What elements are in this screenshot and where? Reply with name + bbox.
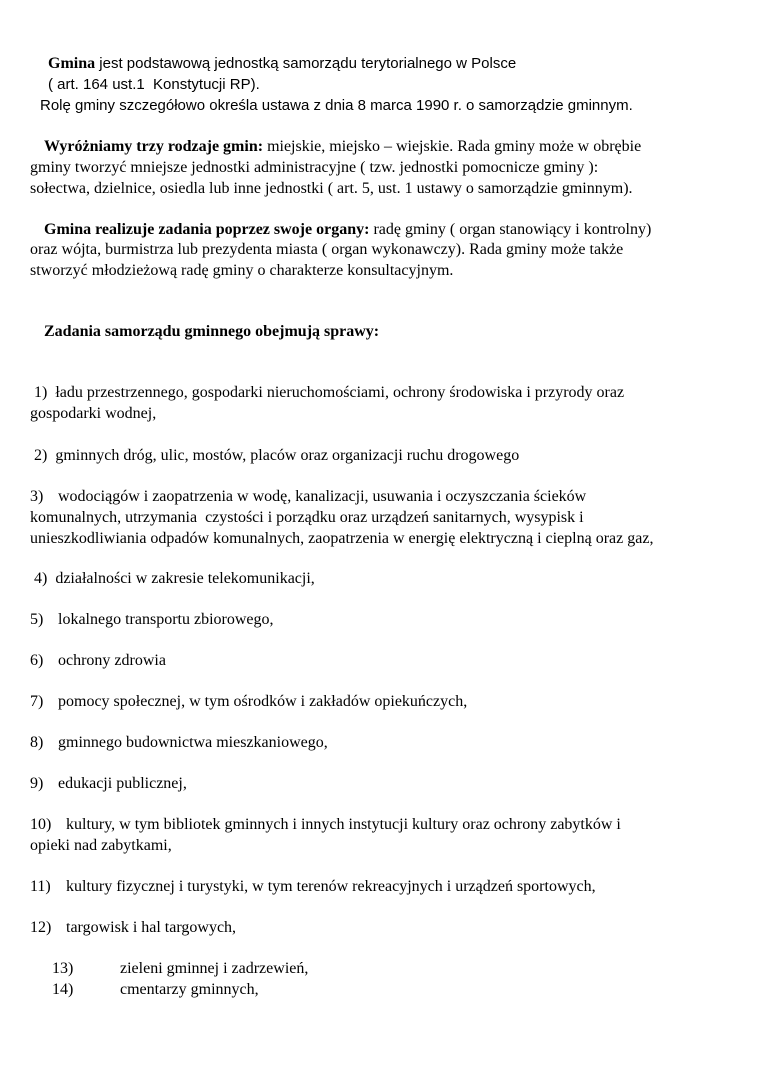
list-item [30,692,467,712]
item-text: działalności w zakresie telekomunikacji, [55,570,315,587]
item-text: cmentarzy gminnych, [120,981,259,998]
item-number: 14) [52,981,74,998]
item-number: 8) [30,734,44,751]
item-text: ładu przestrzennego, gospodarki nieruchomościami, ochrony środowiska i przyrody oraz [55,384,625,401]
organy-text: radę gminy ( organ stanowiący i kontrolny) [369,221,652,238]
item-text: edukacji publicznej, [58,775,187,792]
organy-bold: Gmina realizuje zadania poprzez swoje organy: [44,221,370,238]
organy-line-3: stworzyć młodzieżową radę gminy o charakterze konsultacyjnym. [30,262,454,279]
rodzaje-text: miejskie, miejsko – wiejskie. Rada gminy może w obrębie [263,138,642,155]
zadania-heading [44,322,379,342]
item-text: gminnego budownictwa mieszkaniowego, [58,734,328,751]
item-text: zieleni gminnej i zadrzewień, [120,960,309,977]
list-item [34,569,315,589]
zadania-heading-text: Zadania samorządu gminnego obejmują sprawy: [44,323,380,340]
item-continuation: opieki nad zabytkami, [30,837,172,854]
organy-line-2: oraz wójta, burmistrza lub prezydenta miasta ( organ wykonawczy). Rada gminy może także [30,241,624,258]
list-item [30,733,328,753]
item-number: 10) [30,816,52,833]
list-item [30,774,187,794]
item-continuation: gospodarki wodnej, [30,405,157,422]
item-number: 2) [34,447,48,464]
item-number: 7) [30,693,44,710]
organy-line-1 [44,220,651,240]
item-text: wodociągów i zaopatrzenia w wodę, kanalizacji, usuwania i oczyszczania ścieków [58,488,587,505]
rodzaje-bold: Wyróżniamy trzy rodzaje gmin: [44,138,264,155]
list-item [30,651,166,671]
list-item [30,487,586,507]
item-text: kultury fizycznej i turystyki, w tym terenów rekreacyjnych i urządzeń sportowych, [66,878,596,895]
item-number: 11) [30,878,51,895]
list-item [30,610,274,630]
list-item [34,383,624,403]
item-number: 12) [30,919,52,936]
intro-ustawa: Rolę gminy szczegółowo określa ustawa z dnia 8 marca 1990 r. o samorządzie gminnym. [40,97,633,114]
item-number: 3) [30,488,44,505]
item-text: ochrony zdrowia [58,652,166,669]
intro-line-1 [48,54,516,74]
item-text: gminnych dróg, ulic, mostów, placów oraz organizacji ruchu drogowego [55,447,520,464]
item-text: targowisk i hal targowych, [66,919,237,936]
item-text: pomocy społecznej, w tym ośrodków i zakładów opiekuńczych, [58,693,468,710]
item-text: lokalnego transportu zbiorowego, [58,611,274,628]
item-text: kultury, w tym bibliotek gminnych i innych instytucji kultury oraz ochrony zabytków i [66,816,621,833]
rodzaje-line-3: sołectwa, dzielnice, osiedla lub inne jednostki ( art. 5, ust. 1 ustawy o samorządzie gminnym). [30,180,633,197]
item-number: 4) [34,570,48,587]
item-number: 9) [30,775,44,792]
item-number: 5) [30,611,44,628]
item-continuation: komunalnych, utrzymania czystości i porządku oraz urządzeń sanitarnych, wysypisk i [30,509,584,526]
list-item [30,877,596,897]
rodzaje-line-2: gminy tworzyć mniejsze jednostki administracyjne ( tzw. jednostki pomocnicze gminy ): [30,159,599,176]
list-item [34,446,519,466]
item-number: 1) [34,384,48,401]
item-continuation: unieszkodliwiania odpadów komunalnych, zaopatrzenia w energię elektryczną i cieplną oraz gaz, [30,530,654,547]
gmina-bold: Gmina [48,55,96,72]
item-number: 6) [30,652,44,669]
intro-konstytucja: ( art. 164 ust.1 Konstytucji RP). [48,76,260,93]
list-item [30,918,236,938]
list-item [52,980,259,1000]
rodzaje-line-1 [44,137,641,157]
list-item [52,959,308,979]
intro-text: jest podstawową jednostką samorządu terytorialnego w Polsce [95,55,517,72]
list-item [30,815,621,835]
item-number: 13) [52,960,74,977]
